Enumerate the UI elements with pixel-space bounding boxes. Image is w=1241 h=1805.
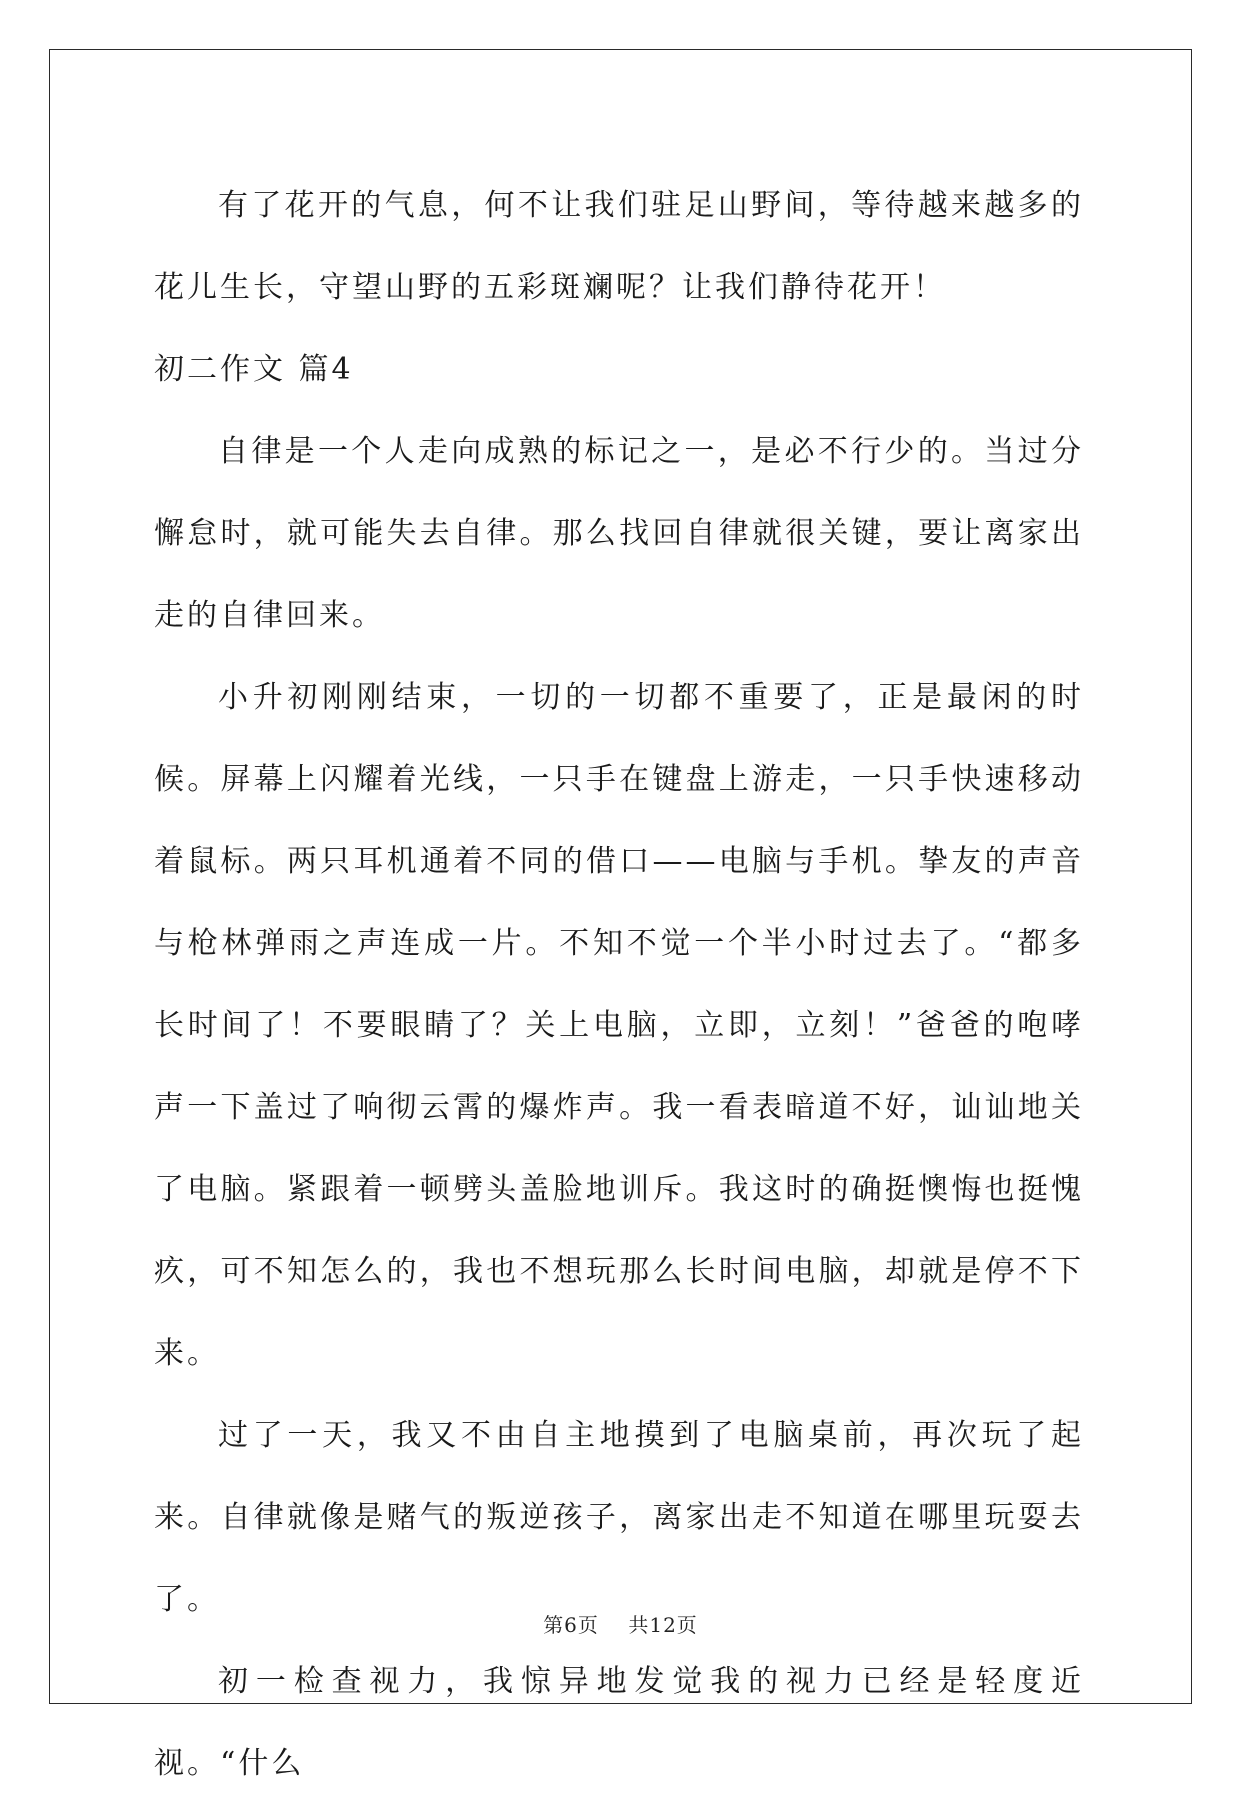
section-heading: 初二作文 篇4 bbox=[154, 352, 354, 387]
paragraph: 初一检查视力，我惊异地发觉我的视力已经是轻度近视。“什么 bbox=[154, 1664, 1084, 1781]
page-total: 共12页 bbox=[628, 1613, 698, 1637]
document-body bbox=[154, 165, 1084, 1805]
paragraph: 自律是一个人走向成熟的标记之一，是必不行少的。当过分懈怠时，就可能失去自律。那么找回自律就很关键，要让离家出走的自律回来。 bbox=[154, 434, 1084, 633]
paragraph: 有了花开的气息，何不让我们驻足山野间，等待越来越多的花儿生长，守望山野的五彩斑斓呢？让我们静待花开！ bbox=[154, 188, 1084, 305]
paragraph: 小升初刚刚结束，一切的一切都不重要了，正是最闲的时候。屏幕上闪耀着光线，一只手在键盘上游走，一只手快速移动着鼠标。两只耳机通着不同的借口——电脑与手机。挚友的声音与枪林弹雨之声连成一片。不知不觉一个半小时过去了。“都多长时间了！不要眼睛了？关上电脑，立即，立刻！”爸爸的咆哮声一下盖过了响彻云霄的爆炸声。我一看表暗道不好，讪讪地关了电脑。紧跟着一顿劈头盖脸地训斥。我这时的确挺懊悔也挺愧疚，可不知怎么的，我也不想玩那么长时间电脑，却就是停不下来。 bbox=[154, 680, 1084, 1371]
paragraph: 过了一天，我又不由自主地摸到了电脑桌前，再次玩了起来。自律就像是赌气的叛逆孩子，离家出走不知道在哪里玩耍去了。 bbox=[154, 1418, 1084, 1617]
page-number: 第6页 bbox=[543, 1613, 599, 1637]
page-footer bbox=[0, 1613, 1241, 1637]
